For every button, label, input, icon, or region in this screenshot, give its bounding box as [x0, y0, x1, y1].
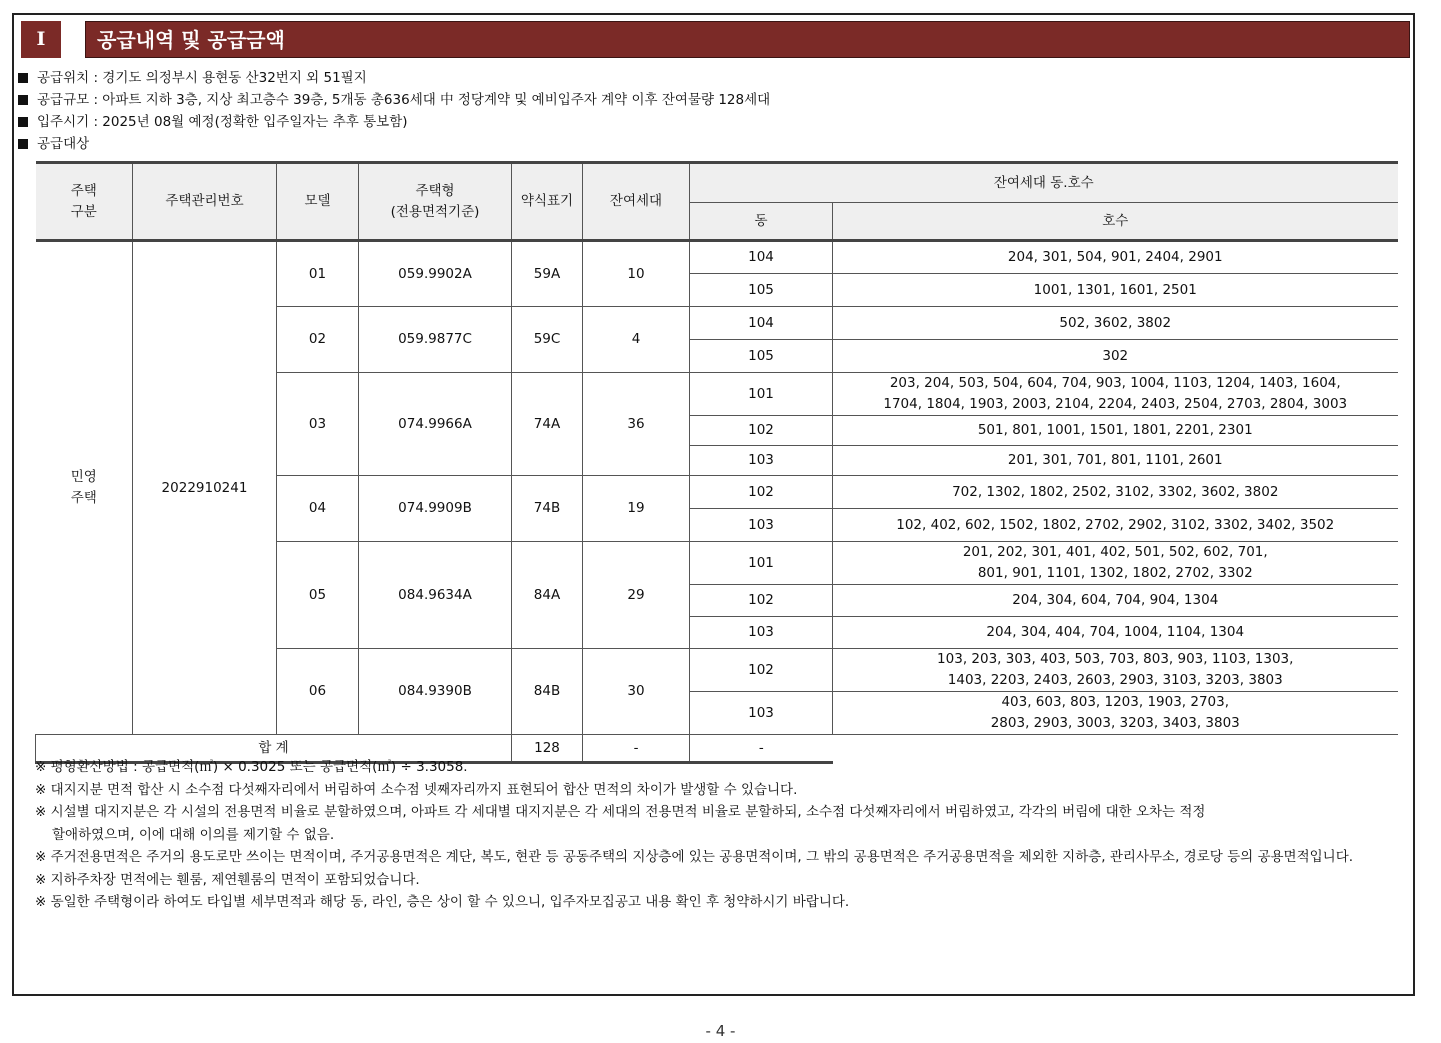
dong-cell: 105: [690, 274, 833, 307]
header-units-group: 잔여세대 동.호수: [690, 163, 1398, 203]
dong-cell: 101: [690, 373, 833, 416]
house-type-cell: 084.9634A: [359, 542, 512, 649]
units-cell: 702, 1302, 1802, 2502, 3102, 3302, 3602, 3802: [833, 476, 1398, 509]
dong-cell: 102: [690, 649, 833, 692]
dong-cell: 101: [690, 542, 833, 585]
remaining-count-cell: 29: [583, 542, 690, 649]
info-text: 공급위치 : 경기도 의정부시 용현동 산32번지 외 51필지: [37, 70, 367, 86]
note-item: ※ 동일한 주택형이라 하여도 타입별 세부면적과 해당 동, 라인, 층은 상이 할 수 있으니, 입주자모집공고 내용 확인 후 청약하시기 바랍니다.: [35, 894, 850, 910]
info-text: 공급대상: [37, 136, 90, 152]
abbr-cell: 84B: [512, 649, 583, 735]
square-bullet-icon: [18, 95, 28, 105]
note-item: ※ 지하주차장 면적에는 휀룸, 제연휀룸의 면적이 포함되었습니다.: [35, 871, 420, 888]
square-bullet-icon: [18, 73, 28, 83]
units-cell: 502, 3602, 3802: [833, 307, 1398, 340]
units-cell: 201, 301, 701, 801, 1101, 2601: [833, 446, 1398, 476]
units-cell: 204, 301, 504, 901, 2404, 2901: [833, 241, 1398, 274]
model-cell: 01: [277, 241, 359, 307]
info-text: 공급규모 : 아파트 지하 3층, 지상 최고층수 39층, 5개동 총636세대 中 정당계약 및 예비입주자 계약 이후 잔여물량 128세대: [37, 92, 771, 108]
house-type-cell: 059.9877C: [359, 307, 512, 373]
house-type-cell: 084.9390B: [359, 649, 512, 735]
note-item: ※ 주거전용면적은 주거의 용도로만 쓰이는 면적이며, 주거공용면적은 계단, 복도, 현관 등 공동주택의 지상층에 있는 공용면적이며, 그 밖의 공용면적은 주거공용면적을 제외한 지하층, 관리사무소, 경로당 등의 공용면적입니다.: [35, 849, 1354, 865]
remaining-count-cell: 30: [583, 649, 690, 735]
total-dong: -: [583, 735, 690, 763]
dong-cell: 104: [690, 307, 833, 340]
note-item: ※ 시설별 대지지분은 각 시설의 전용면적 비율로 분할하였으며, 아파트 각 세대별 대지지분은 각 세대의 전용면적 비율로 분할하되, 소수점 다섯째자리에서 버림하였고, 각각의 버림에 대한 오차는 적정: [35, 804, 1206, 820]
model-cell: 05: [277, 542, 359, 649]
units-cell: 103, 203, 303, 403, 503, 703, 803, 903, 1103, 1303, 1403, 2203, 2403, 2603, 2903, 3103, 3203, 3803: [833, 649, 1398, 692]
model-cell: 04: [277, 476, 359, 542]
header-abbr: 약식표기: [512, 163, 583, 241]
units-cell: 501, 801, 1001, 1501, 1801, 2201, 2301: [833, 416, 1398, 446]
dong-cell: 104: [690, 241, 833, 274]
table-body: [36, 241, 1398, 763]
header-dong: 동: [690, 203, 833, 241]
total-count: 128: [512, 735, 583, 763]
units-cell: 1001, 1301, 1601, 2501: [833, 274, 1398, 307]
dong-cell: 105: [690, 340, 833, 373]
units-cell: 204, 304, 404, 704, 1004, 1104, 1304: [833, 617, 1398, 649]
notes: [35, 756, 1353, 914]
dong-cell: 103: [690, 509, 833, 542]
header-remaining: 잔여세대: [583, 163, 690, 241]
dong-cell: 102: [690, 476, 833, 509]
section-title: 공급내역 및 공급금액: [85, 21, 1410, 58]
total-units: -: [690, 735, 833, 763]
header-model: 모델: [277, 163, 359, 241]
units-cell: 102, 402, 602, 1502, 1802, 2702, 2902, 3102, 3302, 3402, 3502: [833, 509, 1398, 542]
abbr-cell: 59C: [512, 307, 583, 373]
info-item-move-in: [18, 112, 408, 132]
house-type-cell: 074.9966A: [359, 373, 512, 476]
note-item: ※ 대지지분 면적 합산 시 소수점 다섯째자리에서 버림하여 소수점 넷째자리까지 표현되어 합산 면적의 차이가 발생할 수 있습니다.: [35, 781, 798, 798]
housing-type-cell: 민영 주택: [36, 241, 133, 735]
abbr-cell: 74A: [512, 373, 583, 476]
remaining-count-cell: 19: [583, 476, 690, 542]
house-type-cell: 074.9909B: [359, 476, 512, 542]
remaining-count-cell: 36: [583, 373, 690, 476]
supply-table: [35, 161, 1398, 764]
section-number: I: [21, 21, 61, 58]
dong-cell: 103: [690, 617, 833, 649]
model-cell: 06: [277, 649, 359, 735]
dong-cell: 103: [690, 446, 833, 476]
house-type-cell: 059.9902A: [359, 241, 512, 307]
info-text: 입주시기 : 2025년 08월 예정(정확한 입주일자는 추후 통보함): [37, 114, 408, 130]
info-item-scale: [18, 90, 770, 110]
header-ho: 호수: [833, 203, 1398, 241]
units-cell: 403, 603, 803, 1203, 1903, 2703, 2803, 2903, 3003, 3203, 3403, 3803: [833, 692, 1398, 735]
note-item-continued: 할애하였으며, 이에 대해 이의를 제기할 수 없음.: [52, 826, 335, 843]
info-item-location: [18, 68, 367, 88]
dong-cell: 103: [690, 692, 833, 735]
page-number: - 4 -: [705, 1022, 736, 1040]
header-mgmt-number: 주택관리번호: [133, 163, 277, 241]
table-header: [36, 163, 1398, 241]
units-cell: 203, 204, 503, 504, 604, 704, 903, 1004, 1103, 1204, 1403, 1604, 1704, 1804, 1903, 2003, 2104, 2204, 2403, 2504, 2703, 2804, 3003: [833, 373, 1398, 416]
units-cell: 204, 304, 604, 704, 904, 1304: [833, 585, 1398, 617]
info-item-target: [18, 134, 89, 154]
mgmt-number-cell: 2022910241: [133, 241, 277, 735]
remaining-count-cell: 10: [583, 241, 690, 307]
note-item: ※ 평형환산방법 : 공급면적(㎡) × 0.3025 또는 공급면적(㎡) ÷ 3.3058.: [35, 759, 468, 775]
total-label: 합 계: [36, 735, 512, 763]
abbr-cell: 74B: [512, 476, 583, 542]
units-cell: 201, 202, 301, 401, 402, 501, 502, 602, 701, 801, 901, 1101, 1302, 1802, 2702, 3302: [833, 542, 1398, 585]
model-cell: 03: [277, 373, 359, 476]
abbr-cell: 59A: [512, 241, 583, 307]
header-housing-type: 주택 구분: [36, 163, 133, 241]
units-cell: 302: [833, 340, 1398, 373]
abbr-cell: 84A: [512, 542, 583, 649]
square-bullet-icon: [18, 117, 28, 127]
square-bullet-icon: [18, 139, 28, 149]
dong-cell: 102: [690, 416, 833, 446]
remaining-count-cell: 4: [583, 307, 690, 373]
header-house-type: 주택형 (전용면적기준): [359, 163, 512, 241]
dong-cell: 102: [690, 585, 833, 617]
table-row: [36, 241, 1398, 274]
model-cell: 02: [277, 307, 359, 373]
